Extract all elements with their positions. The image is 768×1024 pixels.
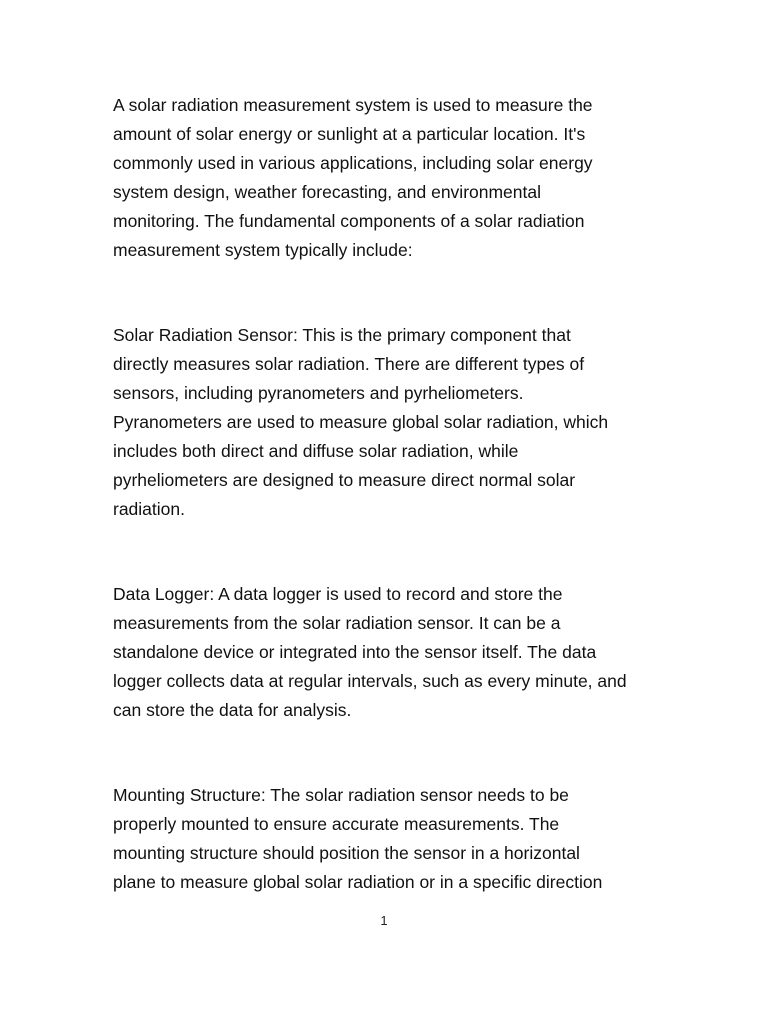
text-line: directly measures solar radiation. There are different types of — [113, 354, 585, 374]
text-line: Data Logger: A data logger is used to record and store the — [113, 584, 563, 604]
page-number: 1 — [380, 913, 388, 928]
text-line: can store the data for analysis. — [113, 700, 352, 720]
text-line: Pyranometers are used to measure global solar radiation, which — [113, 412, 609, 432]
text-line: pyrheliometers are designed to measure direct normal solar — [113, 470, 576, 490]
text-line: plane to measure global solar radiation or in a specific direction — [113, 872, 603, 892]
text-line: mounting structure should position the sensor in a horizontal — [113, 843, 580, 863]
text-line: A solar radiation measurement system is used to measure the — [113, 95, 593, 115]
text-line: commonly used in various applications, including solar energy — [113, 153, 593, 173]
text-line: monitoring. The fundamental components of a solar radiation — [113, 211, 585, 231]
text-line: logger collects data at regular intervals, such as every minute, and — [113, 671, 627, 691]
text-line: Mounting Structure: The solar radiation sensor needs to be — [113, 785, 569, 805]
text-line: Solar Radiation Sensor: This is the primary component that — [113, 325, 571, 345]
text-line: sensors, including pyranometers and pyrheliometers. — [113, 383, 524, 403]
paragraph-gap — [113, 265, 658, 321]
paragraph-data-logger — [113, 580, 658, 725]
paragraph-mounting-structure — [113, 781, 658, 897]
text-line: measurement system typically include: — [113, 240, 413, 260]
paragraph-gap — [113, 524, 658, 580]
text-line: system design, weather forecasting, and environmental — [113, 182, 542, 202]
text-line: standalone device or integrated into the sensor itself. The data — [113, 642, 597, 662]
text-line: amount of solar energy or sunlight at a particular location. It's — [113, 124, 586, 144]
paragraph-solar-radiation-sensor — [113, 321, 658, 524]
document-body — [113, 91, 658, 897]
paragraph-intro — [113, 91, 658, 265]
text-line: includes both direct and diffuse solar radiation, while — [113, 441, 519, 461]
text-line: radiation. — [113, 499, 185, 519]
text-line: properly mounted to ensure accurate measurements. The — [113, 814, 560, 834]
paragraph-gap — [113, 725, 658, 781]
text-line: measurements from the solar radiation sensor. It can be a — [113, 613, 561, 633]
